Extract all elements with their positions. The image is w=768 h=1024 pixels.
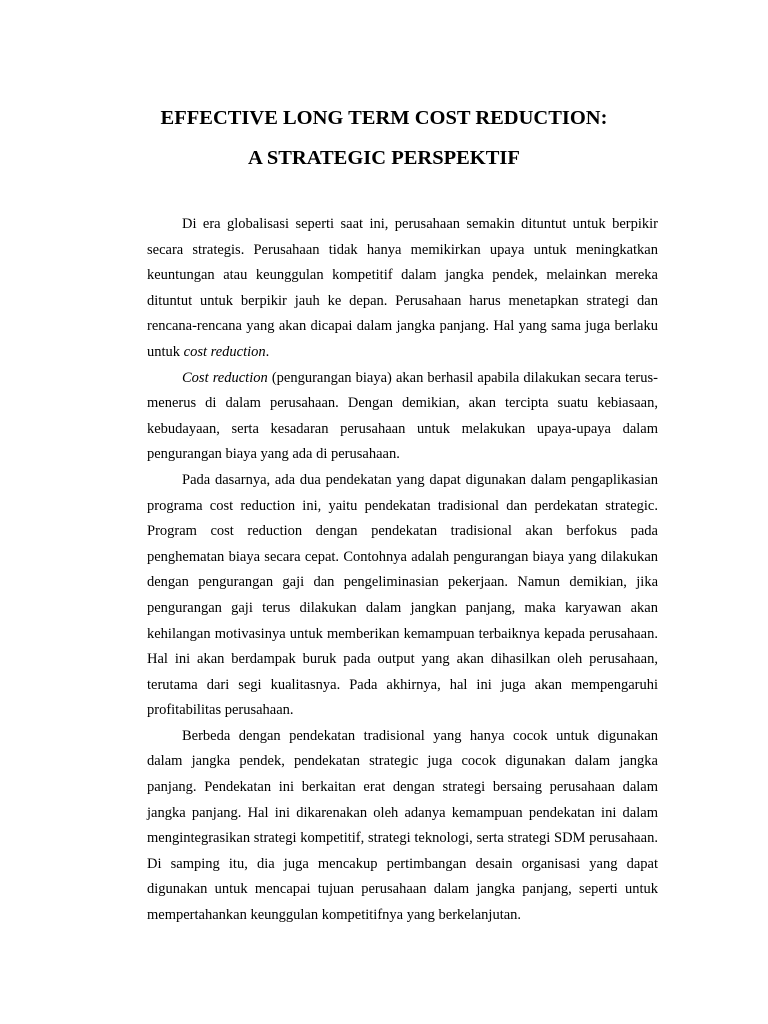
document-body [147, 212, 658, 929]
paragraph-2 [147, 366, 658, 468]
paragraph-2-italic-term: Cost reduction [182, 369, 268, 386]
paragraph-1-text: Di era globalisasi seperti saat ini, perusahaan semakin dituntut untuk berpikir secara strategis. Perusahaan tidak hanya memikirkan upaya untuk meningkatkan keuntungan atau keunggulan kompetitif dalam jangka pendek, melainkan mereka dituntut untuk berpikir jauh ke depan. Perusahaan harus menetapkan strategi dan rencana-rencana yang akan dicapai dalam jangka panjang. Hal yang sama juga berlaku untuk [147, 216, 658, 360]
document-title-line-2: A STRATEGIC PERSPEKTIF [248, 147, 520, 169]
paragraph-1-italic-term: cost reduction [183, 343, 266, 360]
document-title-line-1: EFFECTIVE LONG TERM COST REDUCTION: [160, 107, 608, 129]
paragraph-2-text: (pengurangan biaya) akan berhasil apabila dilakukan secara terus-menerus di dalam perusahaan. Dengan demikian, akan tercipta suatu kebiasaan, kebudayaan, serta kesadaran perusahaan untuk melakukan upaya-upaya dalam pengurangan biaya yang ada di perusahaan. [147, 369, 658, 463]
paragraph-3: Pada dasarnya, ada dua pendekatan yang dapat digunakan dalam pengaplikasian programa cost reduction ini, yaitu pendekatan tradisional dan perdekatan strategic. Program cost reduction dengan pendekatan tradisional akan berfokus pada penghematan biaya secara cepat. Contohnya adalah pengurangan biaya yang dilakukan dengan pengurangan gaji dan pengeliminasian pekerjaan. Namun demikian, jika pengurangan gaji terus dilakukan dalam jangkan panjang, maka karyawan akan kehilangan motivasinya untuk memberikan kemampuan terbaiknya kepada perusahaan. Hal ini akan berdampak buruk pada output yang akan dihasilkan oleh perusahaan, terutama dari segi kualitasnya. Pada akhirnya, hal ini juga akan mempengaruhi profitabilitas perusahaan. [147, 471, 658, 719]
paragraph-1-end: . [265, 343, 270, 360]
paragraph-1 [147, 212, 658, 366]
paragraph-4: Berbeda dengan pendekatan tradisional yang hanya cocok untuk digunakan dalam jangka pendek, pendekatan strategic juga cocok digunakan dalam jangka panjang. Pendekatan ini berkaitan erat dengan strategi bersaing perusahaan dalam jangka panjang. Hal ini dikarenakan oleh adanya kemampuan pendekatan ini dalam mengintegrasikan strategi kompetitif, strategi teknologi, serta strategi SDM perusahaan. Di samping itu, dia juga mencakup pertimbangan desain organisasi yang dapat digunakan untuk mencapai tujuan perusahaan dalam jangka panjang, seperti untuk mempertahankan keunggulan kompetitifnya yang berkelanjutan. [147, 727, 658, 924]
